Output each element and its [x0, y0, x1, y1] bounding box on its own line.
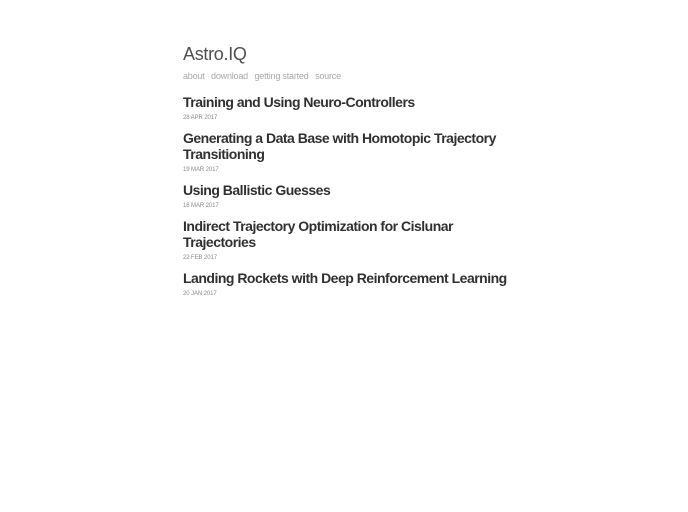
post-title-link[interactable]: Landing Rockets with Deep Reinforcement Learning — [183, 270, 507, 286]
post-item — [183, 94, 513, 122]
site-header — [183, 42, 513, 82]
post-date: 20 JAN 2017 — [183, 291, 217, 297]
post-item — [183, 218, 513, 262]
post-title-link[interactable]: Indirect Trajectory Optimization for Cislunar Trajectories — [183, 218, 453, 250]
post-item — [183, 182, 513, 210]
nav-link-source[interactable]: source — [315, 71, 341, 81]
post-title-link[interactable]: Generating a Data Base with Homotopic Trajectory Transitioning — [183, 130, 496, 162]
post-item — [183, 130, 513, 174]
nav-link-download[interactable]: download — [211, 71, 248, 81]
post-date: 28 APR 2017 — [183, 115, 218, 121]
main-nav — [183, 70, 513, 82]
nav-link-about[interactable]: about — [183, 71, 205, 81]
post-date: 22 FEB 2017 — [183, 255, 217, 261]
post-date: 16 MAR 2017 — [183, 203, 219, 209]
site-title-link[interactable]: Astro.IQ — [183, 44, 247, 64]
page-container — [183, 42, 513, 306]
post-date: 19 MAR 2017 — [183, 167, 219, 173]
post-item — [183, 270, 513, 298]
post-title-link[interactable]: Using Ballistic Guesses — [183, 182, 331, 198]
nav-link-getting-started[interactable]: getting started — [254, 71, 309, 81]
post-list — [183, 94, 513, 298]
post-title-link[interactable]: Training and Using Neuro-Controllers — [183, 94, 415, 110]
